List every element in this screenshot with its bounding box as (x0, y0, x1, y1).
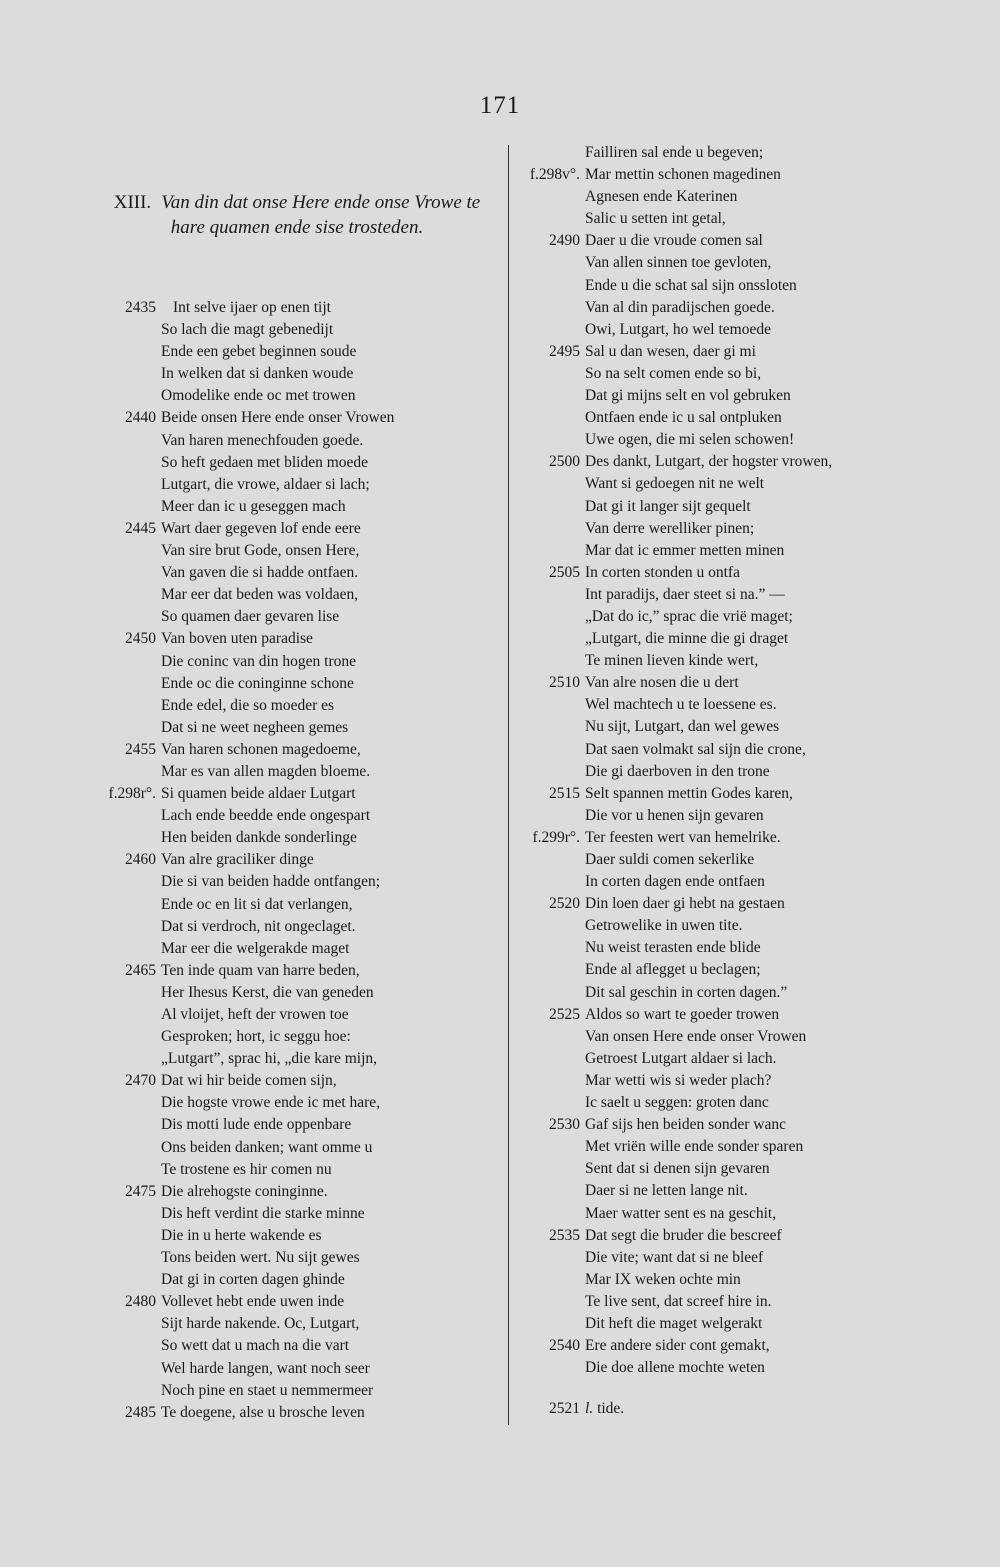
footnote-body: tide. (597, 1400, 625, 1417)
verse-text: Van sire brut Gode, onsen Here, (161, 542, 360, 560)
verse-line (500, 915, 890, 937)
line-marker: 2480 (125, 1293, 156, 1311)
verse-text: Dat si verdroch, nit ongeclaget. (161, 917, 356, 935)
verse-line (500, 252, 890, 274)
verse-text: Ter feesten wert van hemelrike. (585, 828, 781, 846)
verse-text: Wart daer gegeven lof ende eere (161, 519, 361, 537)
verse-text: Mar IX weken ochte min (585, 1270, 741, 1288)
verse-line (500, 518, 890, 540)
line-marker: 2455 (125, 740, 156, 758)
verse-text: Mar wetti wis si weder plach? (585, 1071, 772, 1089)
verse-line (500, 429, 890, 451)
verse-text: Dat gi in corten dagen ghinde (161, 1271, 345, 1289)
verse-text: Si quamen beide aldaer Lutgart (161, 785, 356, 803)
verse-text: In corten stonden u ontfa (585, 563, 740, 581)
verse-line (90, 739, 490, 761)
verse-line (90, 1203, 490, 1225)
verse-line (90, 1070, 490, 1092)
verse-text: Her Ihesus Kerst, die van geneden (161, 983, 374, 1001)
verse-text: Dit sal geschin in corten dagen.” (585, 983, 788, 1001)
verse-text: Wel harde langen, want noch seer (161, 1359, 370, 1377)
verse-text: Lach ende beedde ende ongespart (161, 807, 371, 825)
verse-line (500, 385, 890, 407)
verse-text: Mar dat ic emmer metten minen (585, 541, 785, 559)
verse-text: So wett dat u mach na die vart (161, 1337, 350, 1355)
verse-line (90, 1092, 490, 1114)
line-marker: 2490 (549, 232, 580, 250)
verse-line (90, 452, 490, 474)
verse-line (90, 717, 490, 739)
line-marker: f.298r°. (108, 785, 156, 803)
verse-line (90, 1269, 490, 1291)
verse-line (90, 982, 490, 1004)
verse-text: Die alrehogste coninginne. (161, 1182, 328, 1200)
verse-line (500, 1114, 890, 1136)
verse-line (90, 1026, 490, 1048)
verse-line (500, 584, 890, 606)
verse-text: Nu sijt, Lutgart, dan wel gewes (585, 718, 780, 736)
verse-text: Ere andere sider cont gemakt, (585, 1337, 770, 1355)
verse-text: Van alre graciliker dinge (161, 851, 314, 869)
verse-line (500, 1004, 890, 1026)
verse-line (500, 1136, 890, 1158)
verse-text: Van gaven die si hadde ontfaen. (161, 564, 359, 582)
verse-line (500, 363, 890, 385)
verse-line (500, 1291, 890, 1313)
verse-text: So na selt comen ende so bi, (585, 364, 762, 382)
verse-text: „Dat do ic,” sprac die vrië maget; (585, 607, 793, 625)
verse-line (90, 695, 490, 717)
verse-line (500, 982, 890, 1004)
verse-text: Sijt harde nakende. Oc, Lutgart, (161, 1315, 360, 1333)
verse-text: Die vite; want dat si ne bleef (585, 1248, 764, 1266)
verse-line (90, 960, 490, 982)
verse-line (90, 1335, 490, 1357)
section-heading (112, 190, 482, 240)
verse-text: Die vor u henen sijn gevaren (585, 806, 764, 824)
verse-text: Ten inde quam van harre beden, (161, 961, 360, 979)
line-marker: 2505 (549, 563, 580, 581)
verse-text: Gaf sijs hen beiden sonder wanc (585, 1116, 787, 1134)
verse-line (90, 606, 490, 628)
line-marker: 2525 (549, 1005, 580, 1023)
verse-text: In corten dagen ende ontfaen (585, 873, 765, 891)
line-marker: 2435 (125, 299, 156, 316)
verse-text: Getroest Lutgart aldaer si lach. (585, 1049, 777, 1067)
verse-line (500, 937, 890, 959)
verse-text: Van alre nosen die u dert (585, 674, 739, 692)
verse-text: Want si gedoegen nit ne welt (585, 475, 765, 493)
verse-text: Te minen lieven kinde wert, (585, 652, 759, 670)
verse-line (90, 916, 490, 938)
verse-line (500, 230, 890, 252)
line-marker: 2515 (549, 784, 580, 802)
footnote-text (585, 1398, 624, 1420)
verse-text: Ende oc en lit si dat verlangen, (161, 895, 353, 913)
verse-line (500, 893, 890, 915)
verse-line (90, 1247, 490, 1269)
verse-line (90, 894, 490, 916)
verse-line (500, 827, 890, 849)
verse-line (500, 1313, 890, 1335)
verse-text: Die gi daerboven in den trone (585, 762, 770, 780)
verse-line (500, 606, 890, 628)
verse-text: Te doegene, alse u brosche leven (161, 1403, 365, 1421)
verse-text: Lutgart, die vrowe, aldaer si lach; (161, 475, 370, 493)
verse-line (500, 1158, 890, 1180)
verse-text: So heft gedaen met bliden moede (161, 453, 369, 471)
verse-text: Sent dat si denen sijn gevaren (585, 1160, 770, 1178)
verse-line (90, 319, 490, 341)
verse-line (500, 341, 890, 363)
verse-text: Mar eer die welgerakde maget (161, 939, 350, 957)
verse-text: Dit heft die maget welgerakt (585, 1314, 763, 1332)
footnote (500, 1398, 800, 1420)
verse-text: Ic saelt u seggen: groten danc (585, 1094, 769, 1112)
verse-line (90, 496, 490, 518)
verse-line (500, 164, 890, 186)
verse-line (500, 805, 890, 827)
verse-text: Nu weist terasten ende blide (585, 939, 761, 957)
line-marker: 2495 (549, 342, 580, 360)
verse-line (90, 1313, 490, 1335)
verse-text: „Lutgart”, sprac hi, „die kare mijn, (161, 1050, 378, 1068)
verse-text: Dat saen volmakt sal sijn die crone, (585, 740, 806, 758)
verse-text: Int paradijs, daer steet si na.” — (585, 585, 785, 603)
verse-text: So lach die magt gebenedijt (161, 321, 334, 339)
line-marker: 2520 (549, 895, 580, 913)
verse-line (500, 496, 890, 518)
line-marker: 2475 (125, 1182, 156, 1200)
verse-line (500, 694, 890, 716)
verse-line (90, 385, 490, 407)
verse-text: Dat segt die bruder die bescreef (585, 1226, 782, 1244)
verse-line (500, 407, 890, 429)
verse-text: Dat wi hir beide comen sijn, (161, 1072, 337, 1090)
verse-text: Van boven uten paradise (161, 630, 313, 648)
verse-text: Des dankt, Lutgart, der hogster vrowen, (585, 453, 833, 471)
verse-line (90, 1380, 490, 1402)
verse-line (500, 1247, 890, 1269)
footnote-abbr: l. (585, 1400, 594, 1417)
verse-text: Te live sent, dat screef hire in. (585, 1292, 772, 1310)
verse-line (90, 1358, 490, 1380)
line-marker: 2510 (549, 674, 580, 692)
verse-text: Dat si ne weet negheen gemes (161, 718, 349, 736)
verse-line (500, 297, 890, 319)
verse-text: Dat gi it langer sijt gequelt (585, 497, 751, 515)
verse-text: Int selve ijaer op enen tijt (173, 299, 331, 316)
line-marker: 2440 (125, 409, 156, 427)
verse-text: Agnesen ende Katerinen (585, 188, 738, 206)
verse-text: Maer watter sent es na geschit, (585, 1204, 777, 1222)
verse-text: Tons beiden wert. Nu sijt gewes (161, 1249, 360, 1267)
verse-text: Al vloijet, heft der vrowen toe (161, 1006, 349, 1023)
verse-text: Dis motti lude ende oppenbare (161, 1116, 352, 1134)
verse-text: Daer si ne letten lange nit. (585, 1182, 748, 1200)
line-marker: 2540 (549, 1337, 580, 1355)
right-column (500, 142, 890, 1379)
verse-line (500, 451, 890, 473)
verse-text: Din loen daer gi hebt na gestaen (585, 895, 785, 913)
verse-line (90, 849, 490, 871)
verse-text: Ontfaen ende ic u sal ontpluken (585, 409, 782, 427)
verse-line (90, 474, 490, 496)
verse-line (500, 1357, 890, 1379)
verse-line (90, 518, 490, 540)
verse-line (90, 783, 490, 805)
verse-line (90, 341, 490, 363)
verse-line (500, 628, 890, 650)
verse-text: Beide onsen Here ende onser Vrowen (161, 409, 395, 427)
verse-line (90, 628, 490, 650)
verse-line (500, 1180, 890, 1202)
verse-text: Getrowelike in uwen tite. (585, 917, 743, 935)
verse-text: Te trostene es hir comen nu (161, 1160, 332, 1178)
verse-text: Meer dan ic u geseggen mach (161, 497, 346, 515)
verse-line (90, 673, 490, 695)
verse-text: Mar es van allen magden bloeme. (161, 762, 371, 780)
verse-text: Daer suldi comen sekerlike (585, 851, 755, 868)
verse-line (500, 1335, 890, 1357)
verse-line (500, 1048, 890, 1070)
line-marker: 2470 (125, 1072, 156, 1090)
verse-text: Owi, Lutgart, ho wel temoede (585, 320, 771, 338)
verse-text: Hen beiden dankde sonderlinge (161, 829, 357, 847)
verse-line (500, 1203, 890, 1225)
verse-line (500, 1225, 890, 1247)
verse-text: Gesproken; hort, ic seggu hoe: (161, 1028, 351, 1046)
verse-line (90, 1159, 490, 1181)
verse-text: Van haren menechfouden goede. (161, 431, 364, 449)
verse-line (500, 871, 890, 893)
verse-text: Dat gi mijns selt en vol gebruken (585, 387, 791, 405)
verse-line (90, 1114, 490, 1136)
line-marker: f.299r°. (532, 828, 580, 846)
verse-line (90, 430, 490, 452)
verse-line (90, 1225, 490, 1247)
verse-line (90, 297, 490, 319)
verse-text: Die si van beiden hadde ontfangen; (161, 873, 381, 891)
verse-text: Uwe ogen, die mi selen schowen! (585, 431, 795, 449)
verse-line (500, 716, 890, 738)
verse-text: Van al din paradijschen goede. (585, 298, 775, 316)
line-marker: 2450 (125, 630, 156, 648)
verse-text: Die in u herte wakende es (161, 1226, 322, 1244)
verse-text: Van allen sinnen toe gevloten, (585, 254, 772, 272)
verse-text: Die hogste vrowe ende ic met hare, (161, 1094, 381, 1112)
verse-text: Daer u die vroude comen sal (585, 232, 763, 250)
line-marker: 2485 (125, 1403, 156, 1421)
verse-line (90, 805, 490, 827)
verse-text: Van haren schonen magedoeme, (161, 740, 361, 758)
verse-text: Vollevet hebt ende uwen inde (161, 1293, 345, 1311)
verse-text: „Lutgart, die minne die gi draget (585, 630, 789, 648)
verse-text: Dis heft verdint die starke minne (161, 1204, 365, 1222)
verse-line (500, 783, 890, 805)
verse-line (500, 473, 890, 495)
verse-text: Ende al aflegget u beclagen; (585, 961, 761, 979)
verse-line (500, 1269, 890, 1291)
line-marker: 2465 (125, 961, 156, 979)
verse-line (90, 761, 490, 783)
verse-text: Ende oc die coninginne schone (161, 674, 354, 692)
verse-line (500, 761, 890, 783)
verse-text: Ons beiden danken; want omme u (161, 1138, 373, 1156)
verse-text: Mar mettin schonen magedinen (585, 166, 781, 184)
verse-text: So quamen daer gevaren lise (161, 608, 340, 626)
verse-text: Ende u die schat sal sijn onssloten (585, 276, 797, 294)
verse-text: In welken dat si danken woude (161, 365, 354, 383)
verse-line (90, 584, 490, 606)
verse-line (500, 540, 890, 562)
verse-line (90, 938, 490, 960)
section-title: Van din dat onse Here ende onse Vrowe te hare quamen ende sise trosteden. (161, 192, 481, 238)
verse-line (500, 650, 890, 672)
line-marker: 2445 (125, 519, 156, 537)
line-marker: 2535 (549, 1226, 580, 1244)
verse-text: Selt spannen mettin Godes karen, (585, 784, 793, 802)
verse-text: Van derre werelliker pinen; (585, 519, 755, 537)
verse-line (90, 1004, 490, 1026)
verse-line (500, 849, 890, 871)
page-number: 171 (479, 92, 521, 119)
verse-line (500, 208, 890, 230)
verse-line (90, 871, 490, 893)
left-column (90, 297, 490, 1424)
line-marker: 2460 (125, 851, 156, 869)
verse-line (500, 1092, 890, 1114)
verse-text: Die coninc van din hogen trone (161, 652, 356, 670)
verse-line (500, 1026, 890, 1048)
verse-text: Die doe allene mochte weten (585, 1359, 765, 1377)
verse-line (500, 959, 890, 981)
verse-text: Van onsen Here ende onser Vrowen (585, 1027, 807, 1045)
footnote-marker: 2521 (549, 1400, 580, 1417)
verse-text: Sal u dan wesen, daer gi mi (585, 342, 756, 360)
verse-line (500, 186, 890, 208)
verse-text: Mar eer dat beden was voldaen, (161, 586, 359, 604)
verse-text: Noch pine en staet u nemmermeer (161, 1381, 374, 1399)
verse-text: Salic u setten int getal, (585, 210, 726, 228)
line-marker: f.298v°. (529, 166, 580, 184)
verse-line (90, 1402, 490, 1424)
verse-line (90, 562, 490, 584)
verse-line (90, 1137, 490, 1159)
verse-text: Met vriën wille ende sonder sparen (585, 1138, 804, 1156)
verse-line (90, 1181, 490, 1203)
verse-text: Ende een gebet beginnen soude (161, 343, 357, 361)
verse-line (90, 1291, 490, 1313)
section-numeral: XIII. (113, 192, 152, 213)
verse-text: Ende edel, die so moeder es (161, 696, 335, 714)
line-marker: 2500 (549, 453, 580, 471)
verse-line (500, 1070, 890, 1092)
verse-line (90, 540, 490, 562)
verse-line (500, 275, 890, 297)
verse-line (90, 1048, 490, 1070)
verse-text: Aldos so wart te goeder trowen (585, 1005, 780, 1023)
verse-line (90, 827, 490, 849)
verse-line (500, 739, 890, 761)
verse-line (90, 407, 490, 429)
verse-line (500, 319, 890, 341)
verse-line (500, 672, 890, 694)
verse-line (500, 142, 890, 164)
verse-text: Omodelike ende oc met trowen (161, 387, 356, 405)
verse-line (500, 562, 890, 584)
line-marker: 2530 (549, 1116, 580, 1134)
verse-text: Wel machtech u te loessene es. (585, 696, 777, 714)
verse-text: Failliren sal ende u begeven; (585, 144, 764, 161)
verse-line (90, 651, 490, 673)
verse-line (90, 363, 490, 385)
